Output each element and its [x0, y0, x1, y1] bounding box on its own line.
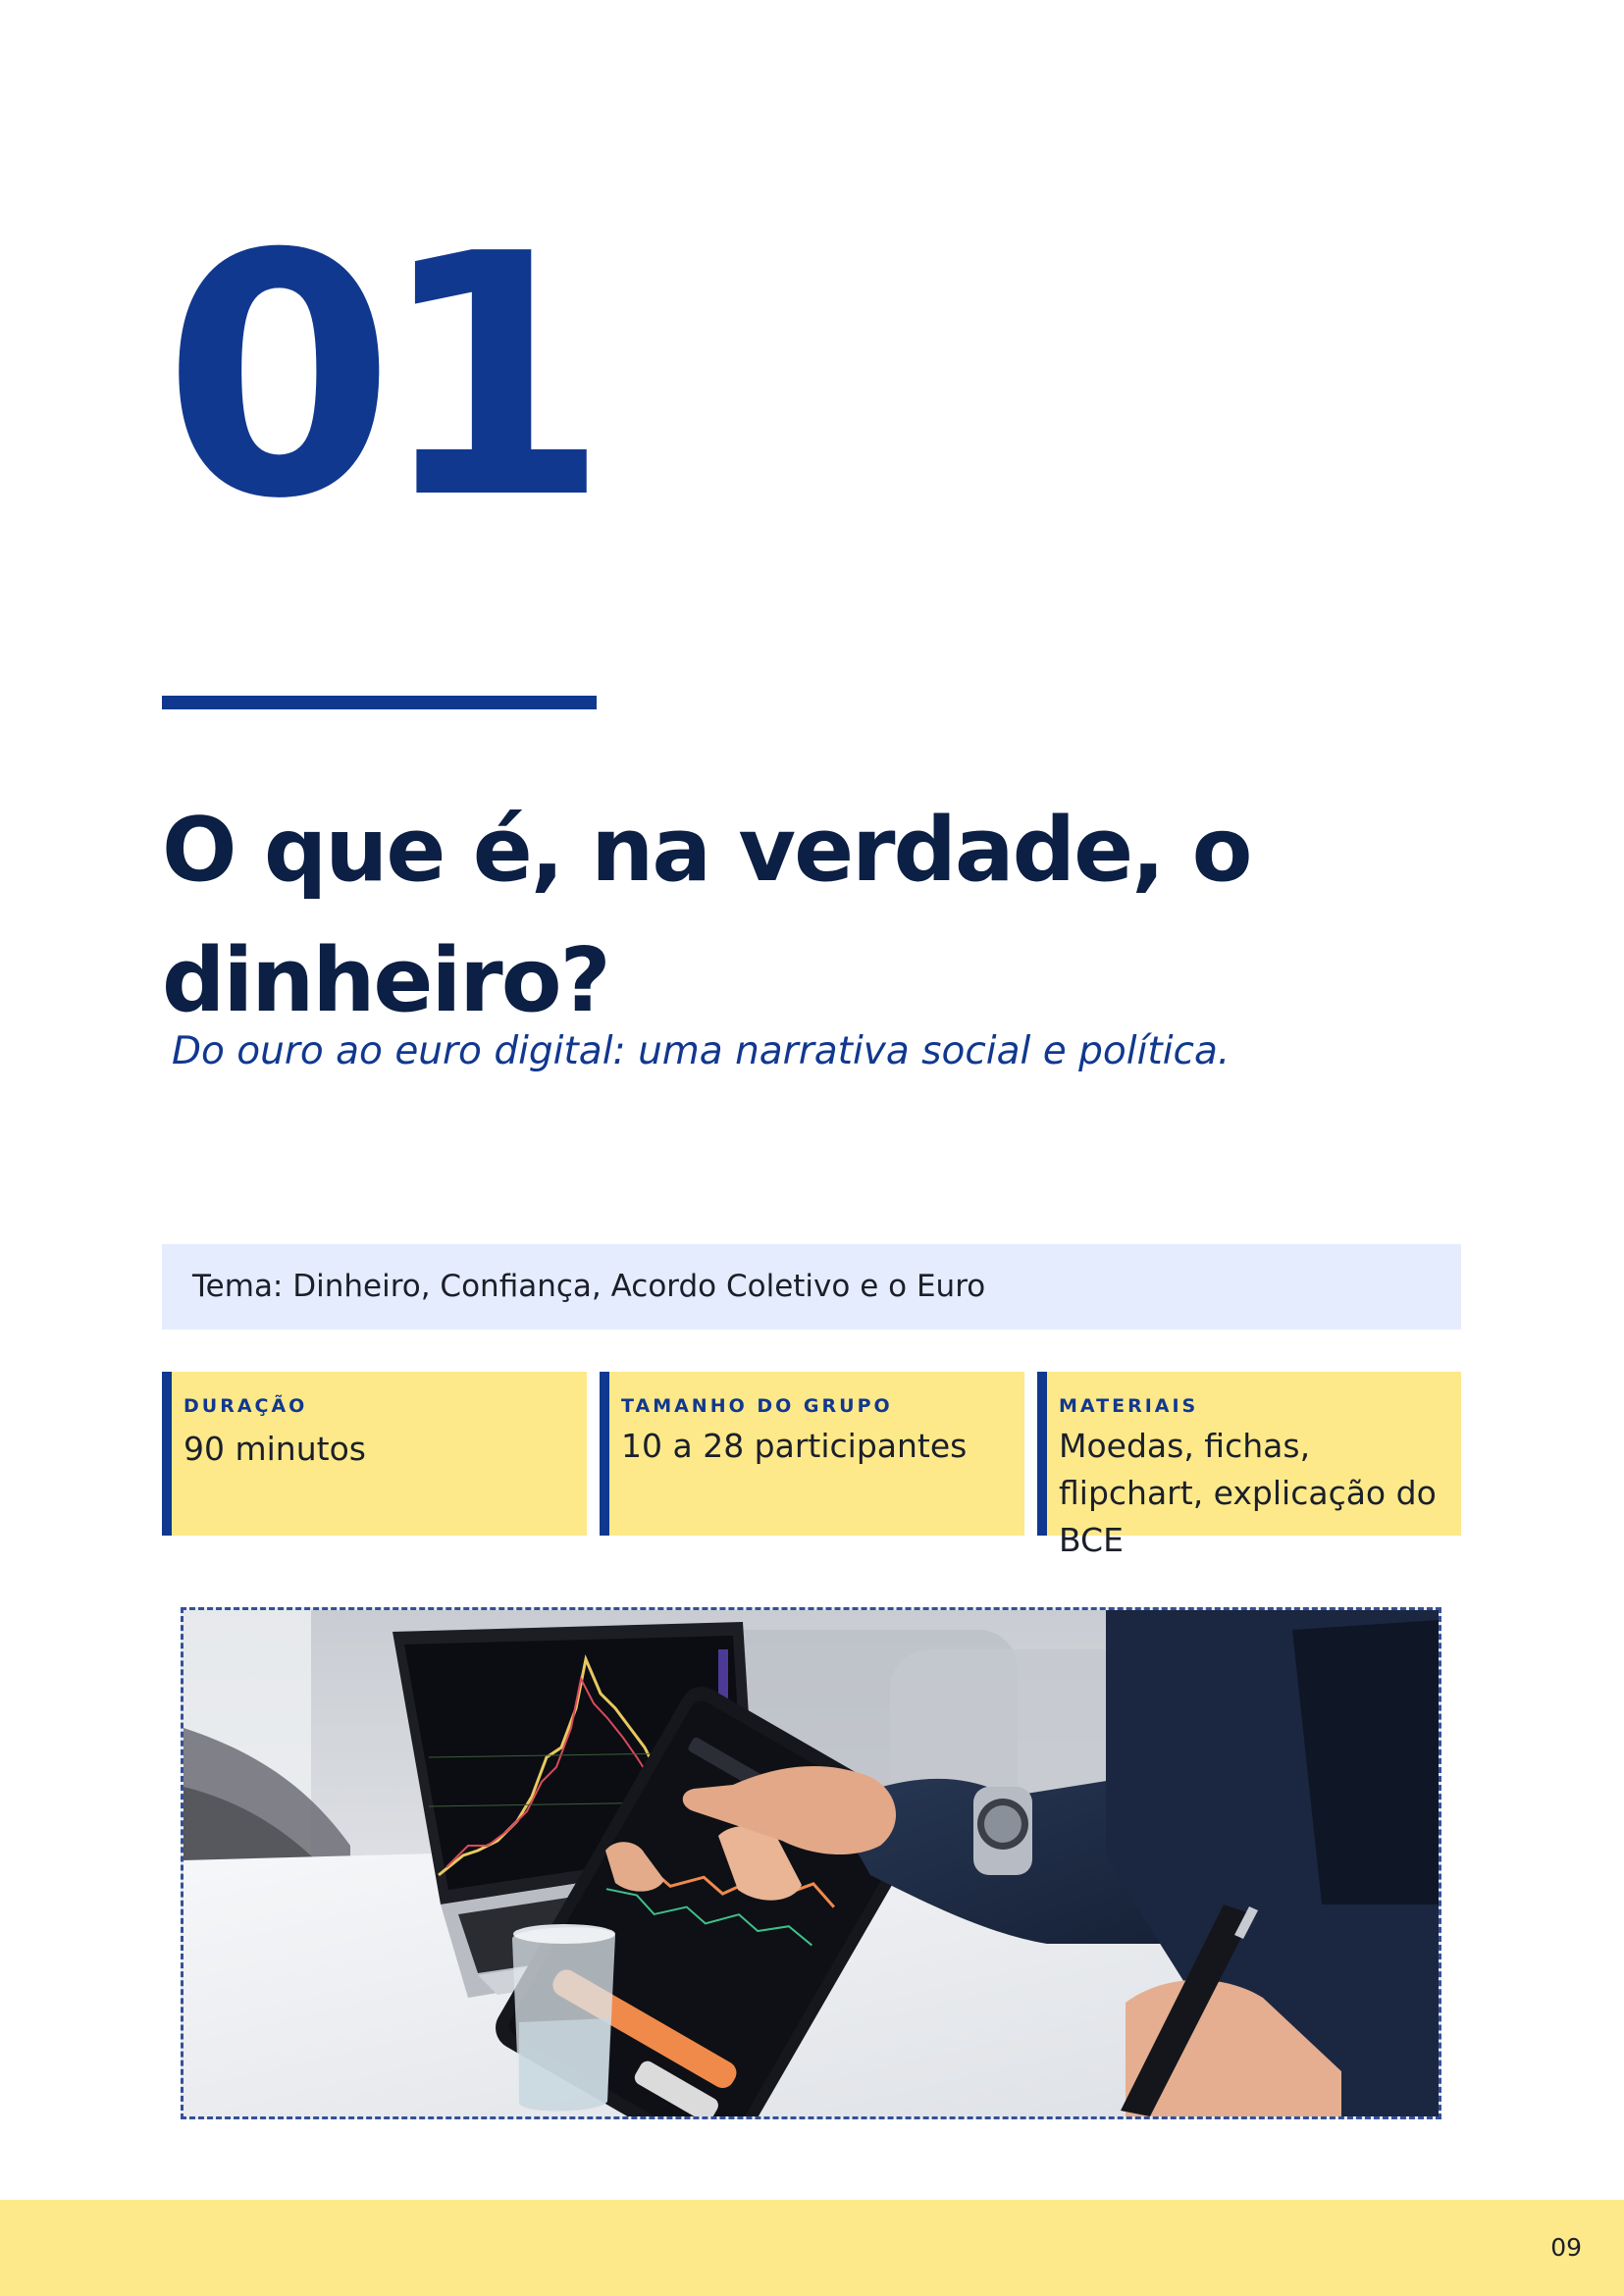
card-value: 90 minutos	[183, 1430, 366, 1468]
theme-banner: Tema: Dinheiro, Confiança, Acordo Coletivo e o Euro	[162, 1244, 1461, 1330]
trading-photo-illustration	[183, 1610, 1439, 2116]
card-label: DURAÇÃO	[183, 1395, 308, 1417]
page-number: 09	[1550, 2233, 1582, 2262]
page-title: O que é, na verdade, o dinheiro?	[162, 799, 1251, 1032]
title-divider	[162, 696, 597, 709]
info-card-group-size	[600, 1372, 1024, 1536]
card-value: 10 a 28 participantes	[621, 1427, 968, 1465]
info-card-duration	[162, 1372, 587, 1536]
photo-frame	[181, 1607, 1441, 2119]
page-subtitle: Do ouro ao euro digital: uma narrativa social e política.	[172, 1029, 1231, 1073]
footer-bar	[0, 2200, 1624, 2296]
card-label: TAMANHO DO GRUPO	[621, 1395, 893, 1417]
info-card-materials	[1037, 1372, 1461, 1559]
chapter-number: 01	[163, 183, 593, 572]
card-value: Moedas, fichas, flipchart, explicação do BCE	[1059, 1427, 1437, 1559]
card-label: MATERIAIS	[1059, 1395, 1199, 1417]
